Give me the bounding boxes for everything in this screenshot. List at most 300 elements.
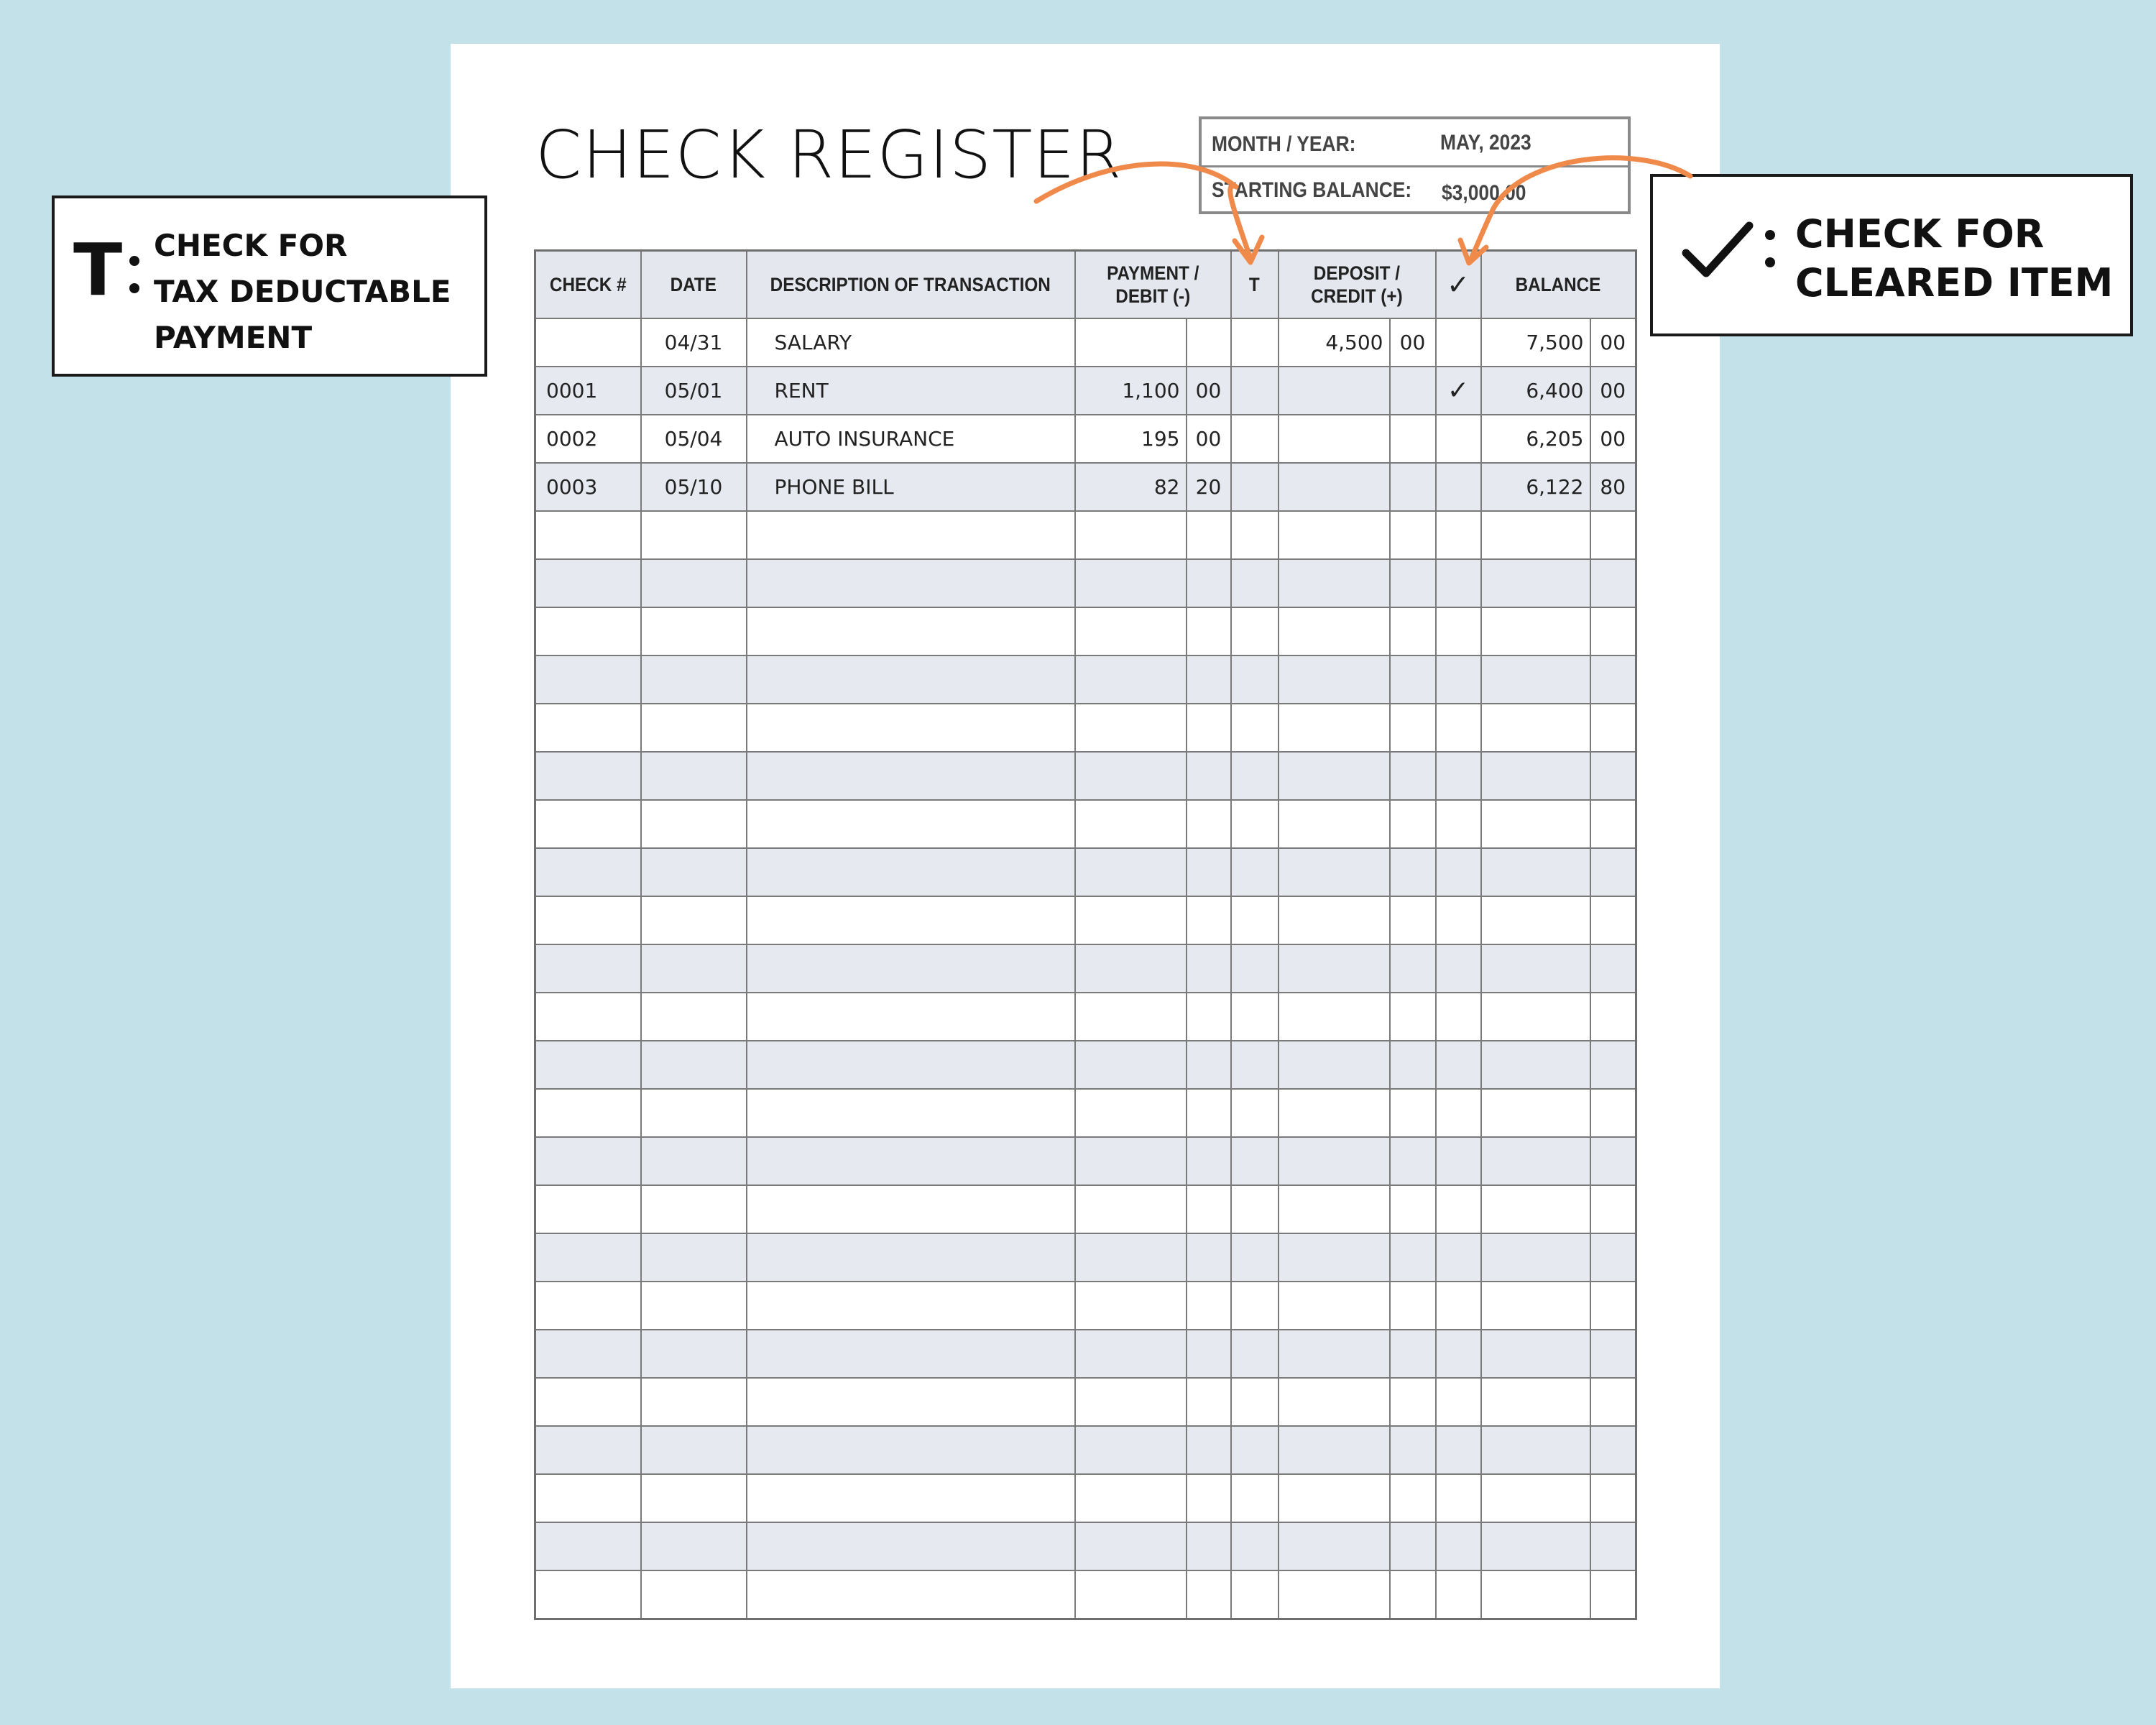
cell-deposit-cents[interactable] <box>1390 656 1436 704</box>
cell-date[interactable]: 05/01 <box>641 367 747 415</box>
cell-check-number[interactable] <box>535 896 641 944</box>
cell-cleared[interactable] <box>1436 993 1481 1041</box>
cell-payment[interactable] <box>1075 752 1187 800</box>
cell-balance-cents[interactable] <box>1590 752 1636 800</box>
cell-date[interactable] <box>641 800 747 848</box>
cell-payment-cents[interactable]: 00 <box>1187 367 1231 415</box>
cell-payment[interactable] <box>1075 511 1187 559</box>
cell-deposit-cents[interactable] <box>1390 463 1436 511</box>
cell-payment[interactable] <box>1075 1041 1187 1089</box>
cell-tax[interactable] <box>1231 1185 1279 1233</box>
cell-payment[interactable] <box>1075 656 1187 704</box>
cell-tax[interactable] <box>1231 1089 1279 1137</box>
cell-description[interactable] <box>747 896 1075 944</box>
cell-deposit[interactable] <box>1279 848 1390 896</box>
cell-check-number[interactable]: 0003 <box>535 463 641 511</box>
cell-payment[interactable] <box>1075 944 1187 993</box>
cell-deposit-cents[interactable] <box>1390 559 1436 607</box>
cell-deposit-cents[interactable] <box>1390 944 1436 993</box>
cell-balance-cents[interactable]: 00 <box>1590 367 1636 415</box>
cell-check-number[interactable] <box>535 1041 641 1089</box>
cell-cleared[interactable] <box>1436 1474 1481 1522</box>
cell-cleared[interactable] <box>1436 1185 1481 1233</box>
cell-deposit[interactable] <box>1279 1185 1390 1233</box>
cell-check-number[interactable] <box>535 1474 641 1522</box>
cell-payment-cents[interactable] <box>1187 318 1231 367</box>
cell-date[interactable]: 04/31 <box>641 318 747 367</box>
cell-balance[interactable] <box>1481 1378 1590 1426</box>
cell-date[interactable] <box>641 1137 747 1185</box>
cell-balance[interactable] <box>1481 1282 1590 1330</box>
cell-description[interactable] <box>747 1378 1075 1426</box>
cell-tax[interactable] <box>1231 752 1279 800</box>
cell-balance-cents[interactable] <box>1590 559 1636 607</box>
cell-deposit[interactable] <box>1279 1137 1390 1185</box>
header-tax: T <box>1231 251 1279 319</box>
cell-balance[interactable] <box>1481 800 1590 848</box>
cell-payment-cents[interactable] <box>1187 993 1231 1041</box>
cell-check-number[interactable] <box>535 511 641 559</box>
cell-tax[interactable] <box>1231 896 1279 944</box>
cell-deposit[interactable] <box>1279 1378 1390 1426</box>
cell-deposit[interactable] <box>1279 607 1390 656</box>
cell-deposit[interactable] <box>1279 1474 1390 1522</box>
cell-deposit-cents[interactable] <box>1390 1089 1436 1137</box>
cell-deposit-cents[interactable] <box>1390 896 1436 944</box>
cell-cleared[interactable] <box>1436 463 1481 511</box>
cell-deposit[interactable] <box>1279 993 1390 1041</box>
cell-description[interactable] <box>747 944 1075 993</box>
cell-deposit[interactable] <box>1279 1426 1390 1474</box>
cell-deposit[interactable] <box>1279 1522 1390 1570</box>
cell-cleared[interactable] <box>1436 511 1481 559</box>
cell-cleared[interactable] <box>1436 1282 1481 1330</box>
cell-balance[interactable] <box>1481 607 1590 656</box>
cell-payment[interactable] <box>1075 1474 1187 1522</box>
cell-deposit-cents[interactable] <box>1390 607 1436 656</box>
cell-balance[interactable] <box>1481 1522 1590 1570</box>
cell-deposit[interactable]: 4,500 <box>1279 318 1390 367</box>
cell-payment[interactable] <box>1075 1185 1187 1233</box>
cell-check-number[interactable] <box>535 1233 641 1282</box>
cell-balance-cents[interactable] <box>1590 1426 1636 1474</box>
cell-payment-cents[interactable] <box>1187 848 1231 896</box>
cell-payment-cents[interactable] <box>1187 704 1231 752</box>
cell-deposit-cents[interactable] <box>1390 415 1436 463</box>
cell-check-number[interactable] <box>535 1570 641 1619</box>
cell-balance-cents[interactable] <box>1590 1185 1636 1233</box>
cell-description[interactable] <box>747 1522 1075 1570</box>
cell-payment-cents[interactable] <box>1187 1474 1231 1522</box>
cell-balance-cents[interactable] <box>1590 1282 1636 1330</box>
cell-tax[interactable] <box>1231 1330 1279 1378</box>
cell-payment[interactable] <box>1075 1282 1187 1330</box>
cell-balance-cents[interactable] <box>1590 1378 1636 1426</box>
cell-tax[interactable] <box>1231 1426 1279 1474</box>
cell-balance-cents[interactable]: 80 <box>1590 463 1636 511</box>
cell-cleared[interactable] <box>1436 656 1481 704</box>
cell-balance[interactable] <box>1481 1570 1590 1619</box>
cell-balance-cents[interactable] <box>1590 944 1636 993</box>
cell-balance-cents[interactable] <box>1590 1330 1636 1378</box>
cell-balance[interactable] <box>1481 704 1590 752</box>
cell-payment[interactable] <box>1075 1378 1187 1426</box>
cell-description[interactable] <box>747 1330 1075 1378</box>
cell-date[interactable] <box>641 559 747 607</box>
cell-date[interactable] <box>641 1426 747 1474</box>
cell-balance[interactable] <box>1481 559 1590 607</box>
cell-date[interactable] <box>641 944 747 993</box>
cell-balance[interactable] <box>1481 1089 1590 1137</box>
cell-payment-cents[interactable] <box>1187 1233 1231 1282</box>
cell-cleared[interactable] <box>1436 415 1481 463</box>
cell-description[interactable]: PHONE BILL <box>747 463 1075 511</box>
cell-date[interactable]: 05/10 <box>641 463 747 511</box>
cell-balance[interactable] <box>1481 944 1590 993</box>
cell-deposit[interactable] <box>1279 415 1390 463</box>
cell-balance-cents[interactable] <box>1590 1089 1636 1137</box>
cell-balance-cents[interactable] <box>1590 607 1636 656</box>
cell-deposit-cents[interactable] <box>1390 1522 1436 1570</box>
cell-payment-cents[interactable] <box>1187 511 1231 559</box>
cell-payment-cents[interactable] <box>1187 607 1231 656</box>
cell-payment[interactable] <box>1075 1137 1187 1185</box>
cell-description[interactable] <box>747 511 1075 559</box>
cell-cleared[interactable] <box>1436 944 1481 993</box>
cell-payment[interactable] <box>1075 704 1187 752</box>
cell-balance[interactable] <box>1481 1474 1590 1522</box>
cell-payment[interactable] <box>1075 896 1187 944</box>
cell-payment[interactable] <box>1075 1426 1187 1474</box>
cell-payment-cents[interactable] <box>1187 656 1231 704</box>
cell-description[interactable] <box>747 1426 1075 1474</box>
cell-description[interactable]: SALARY <box>747 318 1075 367</box>
cell-check-number[interactable] <box>535 318 641 367</box>
cell-cleared[interactable] <box>1436 1233 1481 1282</box>
cell-tax[interactable] <box>1231 1041 1279 1089</box>
cell-description[interactable] <box>747 993 1075 1041</box>
cell-cleared[interactable] <box>1436 848 1481 896</box>
cell-payment[interactable] <box>1075 607 1187 656</box>
cell-balance[interactable]: 6,400 <box>1481 367 1590 415</box>
cell-deposit[interactable] <box>1279 559 1390 607</box>
cell-check-number[interactable] <box>535 944 641 993</box>
cell-payment[interactable] <box>1075 1330 1187 1378</box>
cell-check-number[interactable] <box>535 1522 641 1570</box>
cell-date[interactable] <box>641 752 747 800</box>
cell-payment-cents[interactable] <box>1187 1570 1231 1619</box>
cell-balance-cents[interactable] <box>1590 1522 1636 1570</box>
cell-date[interactable] <box>641 1282 747 1330</box>
cell-balance[interactable] <box>1481 752 1590 800</box>
cell-balance-cents[interactable] <box>1590 993 1636 1041</box>
cell-check-number[interactable] <box>535 993 641 1041</box>
cell-deposit[interactable] <box>1279 896 1390 944</box>
cell-tax[interactable] <box>1231 1474 1279 1522</box>
cell-cleared[interactable] <box>1436 318 1481 367</box>
cell-balance[interactable] <box>1481 1041 1590 1089</box>
cell-description[interactable] <box>747 800 1075 848</box>
cell-payment-cents[interactable] <box>1187 1089 1231 1137</box>
cell-balance[interactable]: 6,122 <box>1481 463 1590 511</box>
cell-deposit-cents[interactable] <box>1390 800 1436 848</box>
cell-date[interactable] <box>641 607 747 656</box>
cell-description[interactable] <box>747 656 1075 704</box>
cell-check-number[interactable] <box>535 752 641 800</box>
cell-date[interactable] <box>641 896 747 944</box>
cell-cleared[interactable] <box>1436 896 1481 944</box>
cell-payment[interactable] <box>1075 1089 1187 1137</box>
cell-check-number[interactable] <box>535 1282 641 1330</box>
cell-balance-cents[interactable] <box>1590 1570 1636 1619</box>
cell-date[interactable] <box>641 1185 747 1233</box>
cell-cleared[interactable] <box>1436 752 1481 800</box>
cell-date[interactable] <box>641 848 747 896</box>
cell-date[interactable] <box>641 1474 747 1522</box>
cell-date[interactable] <box>641 1330 747 1378</box>
cell-payment-cents[interactable] <box>1187 1378 1231 1426</box>
cell-payment-cents[interactable] <box>1187 1522 1231 1570</box>
cell-deposit[interactable] <box>1279 800 1390 848</box>
cell-payment[interactable] <box>1075 993 1187 1041</box>
cell-description[interactable] <box>747 704 1075 752</box>
cell-cleared[interactable]: ✓ <box>1436 367 1481 415</box>
cell-payment-cents[interactable]: 20 <box>1187 463 1231 511</box>
cell-check-number[interactable] <box>535 1089 641 1137</box>
cell-deposit-cents[interactable] <box>1390 1137 1436 1185</box>
cell-deposit-cents[interactable] <box>1390 1570 1436 1619</box>
cell-deposit-cents[interactable] <box>1390 1474 1436 1522</box>
cell-balance[interactable] <box>1481 993 1590 1041</box>
cell-cleared[interactable] <box>1436 1089 1481 1137</box>
cell-tax[interactable] <box>1231 1378 1279 1426</box>
cell-payment-cents[interactable] <box>1187 896 1231 944</box>
cell-cleared[interactable] <box>1436 704 1481 752</box>
cell-balance[interactable] <box>1481 896 1590 944</box>
cell-description[interactable] <box>747 752 1075 800</box>
cell-tax[interactable] <box>1231 367 1279 415</box>
cell-payment-cents[interactable]: 00 <box>1187 415 1231 463</box>
cell-payment[interactable] <box>1075 1233 1187 1282</box>
cell-tax[interactable] <box>1231 1282 1279 1330</box>
cell-balance-cents[interactable] <box>1590 1137 1636 1185</box>
cell-check-number[interactable] <box>535 1426 641 1474</box>
cell-check-number[interactable] <box>535 1185 641 1233</box>
cell-balance-cents[interactable]: 00 <box>1590 318 1636 367</box>
colon-icon <box>129 256 139 293</box>
cell-payment[interactable]: 195 <box>1075 415 1187 463</box>
cell-description[interactable] <box>747 1041 1075 1089</box>
cell-balance[interactable] <box>1481 1137 1590 1185</box>
cell-description[interactable] <box>747 1137 1075 1185</box>
cell-deposit-cents[interactable] <box>1390 367 1436 415</box>
cell-balance-cents[interactable] <box>1590 896 1636 944</box>
cell-check-number[interactable]: 0001 <box>535 367 641 415</box>
cell-cleared[interactable] <box>1436 607 1481 656</box>
cell-payment-cents[interactable] <box>1187 1282 1231 1330</box>
cell-deposit-cents[interactable] <box>1390 1282 1436 1330</box>
cell-cleared[interactable] <box>1436 1570 1481 1619</box>
cell-description[interactable]: RENT <box>747 367 1075 415</box>
cell-balance[interactable]: 6,205 <box>1481 415 1590 463</box>
cell-deposit[interactable] <box>1279 367 1390 415</box>
cell-deposit-cents[interactable] <box>1390 1233 1436 1282</box>
cell-tax[interactable] <box>1231 1233 1279 1282</box>
cell-balance-cents[interactable] <box>1590 1041 1636 1089</box>
cell-check-number[interactable] <box>535 800 641 848</box>
cell-payment[interactable]: 82 <box>1075 463 1187 511</box>
cell-description[interactable] <box>747 1474 1075 1522</box>
cell-deposit[interactable] <box>1279 656 1390 704</box>
cell-deposit-cents[interactable] <box>1390 993 1436 1041</box>
cell-cleared[interactable] <box>1436 1330 1481 1378</box>
cell-deposit-cents[interactable] <box>1390 704 1436 752</box>
cell-tax[interactable] <box>1231 993 1279 1041</box>
cell-deposit[interactable] <box>1279 1282 1390 1330</box>
cell-check-number[interactable] <box>535 656 641 704</box>
cell-check-number[interactable] <box>535 1137 641 1185</box>
cell-deposit[interactable] <box>1279 1041 1390 1089</box>
cell-balance-cents[interactable]: 00 <box>1590 415 1636 463</box>
cell-payment[interactable] <box>1075 1522 1187 1570</box>
cell-check-number[interactable] <box>535 559 641 607</box>
cell-date[interactable] <box>641 704 747 752</box>
cell-payment-cents[interactable] <box>1187 752 1231 800</box>
cell-deposit[interactable] <box>1279 1089 1390 1137</box>
cell-payment-cents[interactable] <box>1187 944 1231 993</box>
cell-tax[interactable] <box>1231 415 1279 463</box>
cell-date[interactable] <box>641 511 747 559</box>
cell-balance[interactable] <box>1481 511 1590 559</box>
cell-date[interactable] <box>641 1570 747 1619</box>
cell-check-number[interactable] <box>535 1330 641 1378</box>
cell-tax[interactable] <box>1231 1570 1279 1619</box>
cell-deposit[interactable] <box>1279 1330 1390 1378</box>
cell-balance[interactable] <box>1481 1233 1590 1282</box>
cell-tax[interactable] <box>1231 463 1279 511</box>
cell-balance-cents[interactable] <box>1590 1474 1636 1522</box>
cell-payment[interactable] <box>1075 559 1187 607</box>
cell-cleared[interactable] <box>1436 1137 1481 1185</box>
cell-payment-cents[interactable] <box>1187 1041 1231 1089</box>
cell-cleared[interactable] <box>1436 1378 1481 1426</box>
cell-description[interactable] <box>747 559 1075 607</box>
cell-balance-cents[interactable] <box>1590 800 1636 848</box>
cell-check-number[interactable]: 0002 <box>535 415 641 463</box>
cell-payment-cents[interactable] <box>1187 800 1231 848</box>
cell-tax[interactable] <box>1231 800 1279 848</box>
cell-deposit[interactable] <box>1279 944 1390 993</box>
cell-date[interactable] <box>641 1041 747 1089</box>
cell-deposit-cents[interactable] <box>1390 848 1436 896</box>
cell-tax[interactable] <box>1231 1522 1279 1570</box>
cell-tax[interactable] <box>1231 656 1279 704</box>
cell-cleared[interactable] <box>1436 800 1481 848</box>
cell-deposit-cents[interactable] <box>1390 1185 1436 1233</box>
cell-cleared[interactable] <box>1436 1041 1481 1089</box>
cell-payment-cents[interactable] <box>1187 1330 1231 1378</box>
cell-balance-cents[interactable] <box>1590 704 1636 752</box>
cell-payment[interactable] <box>1075 318 1187 367</box>
cell-date[interactable] <box>641 1378 747 1426</box>
cell-tax[interactable] <box>1231 318 1279 367</box>
cell-deposit-cents[interactable] <box>1390 1426 1436 1474</box>
cell-date[interactable] <box>641 656 747 704</box>
cell-description[interactable]: AUTO INSURANCE <box>747 415 1075 463</box>
cell-deposit-cents[interactable] <box>1390 752 1436 800</box>
cell-check-number[interactable] <box>535 848 641 896</box>
cell-check-number[interactable] <box>535 607 641 656</box>
cell-balance-cents[interactable] <box>1590 1233 1636 1282</box>
cell-balance-cents[interactable] <box>1590 656 1636 704</box>
cell-deposit[interactable] <box>1279 1570 1390 1619</box>
cell-description[interactable] <box>747 1185 1075 1233</box>
cell-deposit[interactable] <box>1279 511 1390 559</box>
cell-payment[interactable]: 1,100 <box>1075 367 1187 415</box>
cell-date[interactable] <box>641 1089 747 1137</box>
cell-balance[interactable] <box>1481 1330 1590 1378</box>
cell-description[interactable] <box>747 848 1075 896</box>
cell-balance-cents[interactable] <box>1590 511 1636 559</box>
cell-tax[interactable] <box>1231 1137 1279 1185</box>
cell-date[interactable] <box>641 1233 747 1282</box>
cell-tax[interactable] <box>1231 704 1279 752</box>
cell-tax[interactable] <box>1231 511 1279 559</box>
cell-payment-cents[interactable] <box>1187 1185 1231 1233</box>
cell-date[interactable] <box>641 993 747 1041</box>
cell-check-number[interactable] <box>535 1378 641 1426</box>
cell-deposit-cents[interactable] <box>1390 1330 1436 1378</box>
cell-description[interactable] <box>747 607 1075 656</box>
cell-description[interactable] <box>747 1570 1075 1619</box>
cell-payment[interactable] <box>1075 1570 1187 1619</box>
cell-deposit-cents[interactable] <box>1390 1041 1436 1089</box>
cell-deposit-cents[interactable] <box>1390 1378 1436 1426</box>
cell-deposit-cents[interactable] <box>1390 511 1436 559</box>
cell-cleared[interactable] <box>1436 559 1481 607</box>
cell-balance[interactable] <box>1481 1185 1590 1233</box>
cell-payment-cents[interactable] <box>1187 1137 1231 1185</box>
cell-payment-cents[interactable] <box>1187 1426 1231 1474</box>
cell-payment[interactable] <box>1075 848 1187 896</box>
cell-balance[interactable]: 7,500 <box>1481 318 1590 367</box>
cell-tax[interactable] <box>1231 559 1279 607</box>
cell-deposit[interactable] <box>1279 463 1390 511</box>
cell-description[interactable] <box>747 1089 1075 1137</box>
cell-date[interactable]: 05/04 <box>641 415 747 463</box>
cell-balance-cents[interactable] <box>1590 848 1636 896</box>
cell-balance[interactable] <box>1481 1426 1590 1474</box>
cell-cleared[interactable] <box>1436 1522 1481 1570</box>
cell-payment[interactable] <box>1075 800 1187 848</box>
cell-deposit[interactable] <box>1279 1233 1390 1282</box>
cell-date[interactable] <box>641 1522 747 1570</box>
cell-cleared[interactable] <box>1436 1426 1481 1474</box>
cell-deposit[interactable] <box>1279 752 1390 800</box>
cell-deposit-cents[interactable]: 00 <box>1390 318 1436 367</box>
cell-tax[interactable] <box>1231 607 1279 656</box>
tax-legend-line3: PAYMENT <box>154 320 313 355</box>
cell-deposit[interactable] <box>1279 704 1390 752</box>
cell-payment-cents[interactable] <box>1187 559 1231 607</box>
cell-tax[interactable] <box>1231 944 1279 993</box>
cell-balance[interactable] <box>1481 656 1590 704</box>
cell-description[interactable] <box>747 1233 1075 1282</box>
cell-description[interactable] <box>747 1282 1075 1330</box>
cell-check-number[interactable] <box>535 704 641 752</box>
cell-balance[interactable] <box>1481 848 1590 896</box>
cell-tax[interactable] <box>1231 848 1279 896</box>
